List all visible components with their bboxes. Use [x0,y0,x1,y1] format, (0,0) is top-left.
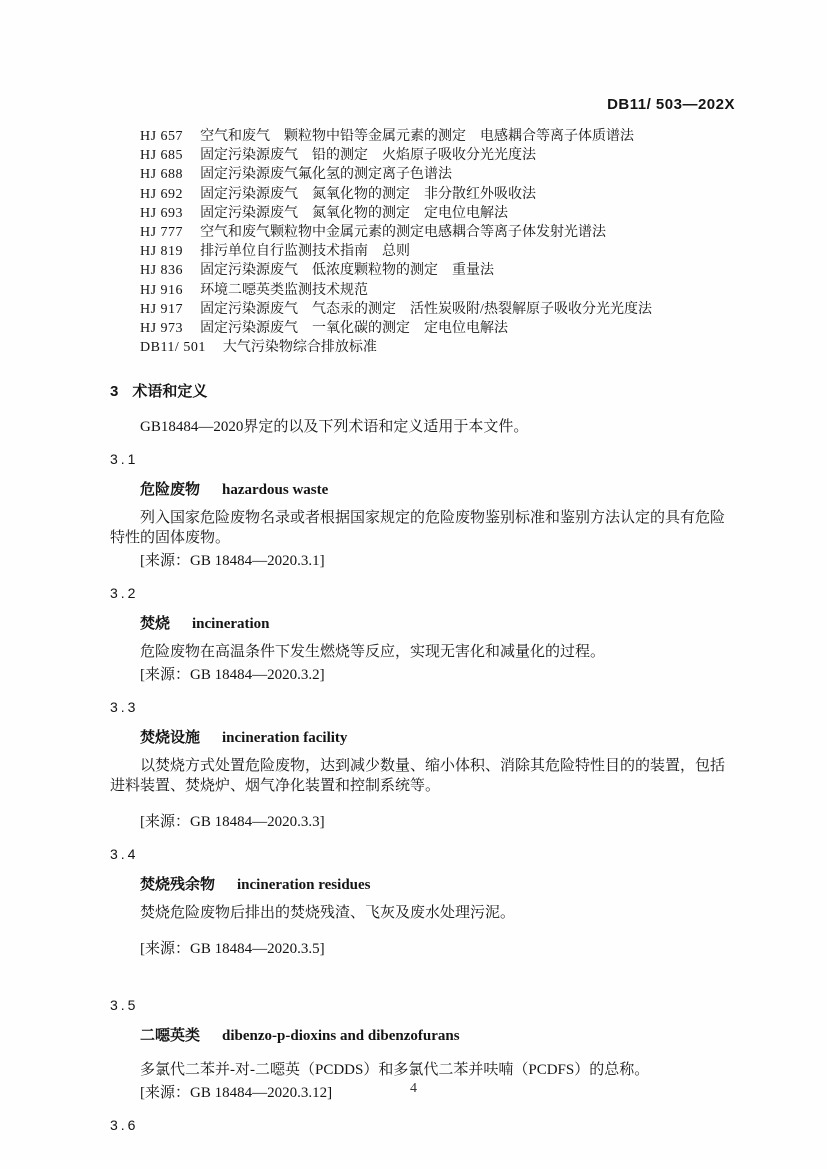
reference-code: HJ 693 [140,205,184,221]
clause-number: 3.4 [110,846,139,863]
term-3-3 [110,699,738,832]
reference-item [140,338,738,357]
clause-number: 3.2 [110,585,139,602]
term-definition: 多氯代二苯并-对-二噁英（PCDDS）和多氯代二苯并呋喃（PCDFS）的总称。 [140,1062,650,1079]
term-definition: 列入国家危险废物名录或者根据国家规定的危险废物鉴别标准和鉴别方法认定的具有危险特性的固体废物。 [110,510,726,547]
clause-number: 3.3 [110,699,139,716]
reference-title: 排污单位自行监测技术指南 总则 [200,244,411,260]
reference-item [140,146,738,165]
reference-code: HJ 692 [140,186,184,202]
section-intro-paragraph: GB18484—2020界定的以及下列术语和定义适用于本文件。 [140,419,529,436]
reference-code: HJ 819 [140,244,184,260]
reference-item [140,319,738,338]
reference-item [140,300,738,319]
reference-title: 固定污染源废气 气态汞的测定 活性炭吸附/热裂解原子吸收分光光度法 [200,301,652,317]
term-source: [来源：GB 18484—2020.3.2] [140,667,325,684]
term-3-1 [110,451,738,571]
reference-title: 大气污染物综合排放标准 [222,340,377,356]
term-definition: 焚烧危险废物后排出的焚烧残渣、飞灰及废水处理污泥。 [140,905,516,922]
term-3-2 [110,585,738,685]
page-content [110,127,738,1133]
reference-title: 空气和废气颗粒物中金属元素的测定电感耦合等离子体发射光谱法 [200,225,607,241]
section-number: 3 [110,383,119,401]
reference-title: 固定污染源废气 一氧化碳的测定 定电位电解法 [200,321,509,337]
term-name-en: hazardous waste [222,482,329,499]
term-definition: 危险废物在高温条件下发生燃烧等反应，实现无害化和减量化的过程。 [140,644,606,661]
term-name-zh: 二噁英类 [140,1027,201,1045]
term-name-en: dibenzo-p-dioxins and dibenzofurans [222,1028,460,1045]
document-code-header: DB11/ 503—202X [607,96,735,113]
clause-number: 3.6 [110,1117,139,1134]
reference-code: HJ 657 [140,129,184,144]
term-source: [来源：GB 18484—2020.3.5] [140,941,325,958]
term-name-zh: 焚烧设施 [140,729,201,747]
page-number: 4 [410,1081,417,1096]
term-heading [140,478,738,499]
term-heading [140,726,738,747]
reference-title: 空气和废气 颗粒物中铅等金属元素的测定 电感耦合等离子体质谱法 [200,129,635,144]
reference-item [140,281,738,300]
reference-code: DB11/ 501 [140,340,206,356]
clause-number: 3.5 [110,997,139,1014]
section-heading-terms-and-definitions [110,380,738,401]
term-3-6 [110,1117,738,1133]
term-source: [来源：GB 18484—2020.3.12] [140,1085,333,1102]
term-name-zh: 焚烧残余物 [140,876,216,894]
clause-number: 3.1 [110,451,139,468]
reference-code: HJ 916 [140,282,184,298]
reference-title: 固定污染源废气 氮氧化物的测定 定电位电解法 [200,205,509,221]
reference-item [140,242,738,261]
reference-title: 环境二噁英类监测技术规范 [200,282,369,298]
term-3-4 [110,846,738,959]
reference-code: HJ 685 [140,148,184,164]
term-heading [140,612,738,633]
term-name-en: incineration [192,616,270,633]
reference-item [140,261,738,280]
reference-code: HJ 688 [140,167,184,183]
term-name-zh: 焚烧 [140,615,171,633]
reference-title: 固定污染源废气 低浓度颗粒物的测定 重量法 [200,263,495,279]
reference-code: HJ 973 [140,321,184,337]
term-definition: 以焚烧方式处置危险废物，达到减少数量、缩小体积、消除其危险特性目的的装置，包括进料装置、焚烧炉、烟气净化装置和控制系统等。 [110,758,726,795]
reference-code: HJ 836 [140,263,184,279]
term-name-en: incineration residues [237,877,371,894]
reference-item [140,223,738,242]
reference-code: HJ 917 [140,301,184,317]
section-title: 术语和定义 [132,383,208,401]
reference-item [140,127,738,146]
normative-references-list [110,127,738,357]
reference-item [140,165,738,184]
reference-title: 固定污染源废气 铅的测定 火焰原子吸收分光光度法 [200,148,537,164]
term-heading [140,873,738,894]
term-heading [140,1024,738,1045]
term-name-zh: 危险废物 [140,481,201,499]
term-source: [来源：GB 18484—2020.3.3] [140,814,325,831]
reference-item [140,185,738,204]
reference-title: 固定污染源废气氟化氢的测定离子色谱法 [200,167,453,183]
term-source: [来源：GB 18484—2020.3.1] [140,553,325,570]
reference-title: 固定污染源废气 氮氧化物的测定 非分散红外吸收法 [200,186,537,202]
reference-item [140,204,738,223]
term-name-en: incineration facility [222,730,348,747]
reference-code: HJ 777 [140,225,184,241]
